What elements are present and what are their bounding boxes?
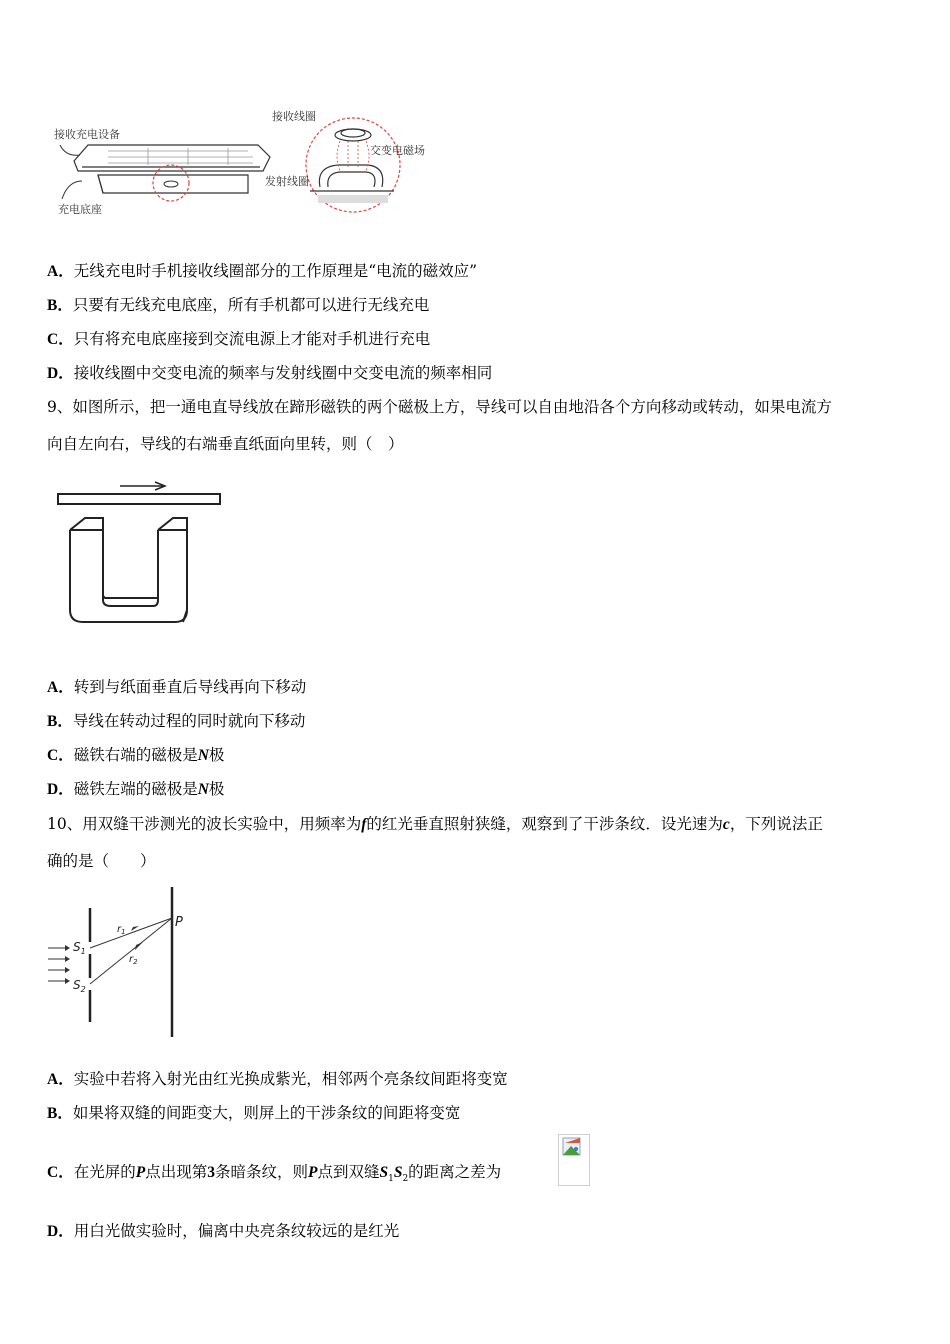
- option-text: 实验中若将入射光由红光换成紫光，相邻两个亮条纹间距将变宽: [73, 1070, 508, 1088]
- q10-option-d[interactable]: [47, 1221, 399, 1242]
- option-letter: A．: [47, 679, 74, 696]
- r1-label: $r_1$: [117, 924, 126, 936]
- point-p-label: P: [175, 915, 183, 930]
- option-text: 转到与纸面垂直后导线再向下移动: [73, 678, 307, 696]
- q9-stem-line2: 向自左向右，导线的右端垂直纸面向里转，则（ ）: [47, 435, 404, 453]
- q10-stem-line1: [47, 814, 823, 835]
- q8-option-c[interactable]: [47, 329, 430, 350]
- option-letter: A．: [47, 1071, 74, 1088]
- option-text: 的距离之差为: [408, 1163, 502, 1181]
- option-letter: D．: [47, 781, 74, 798]
- q10-stem-line2: 确的是（ ）: [47, 852, 156, 870]
- option-letter: D．: [47, 1223, 74, 1240]
- option-text: 只要有无线充电底座，所有手机都可以进行无线充电: [72, 296, 430, 314]
- option-tail: 极: [208, 746, 225, 764]
- q9-option-a[interactable]: [47, 677, 306, 698]
- label-receiving-coil: 接收线圈: [272, 110, 316, 123]
- frequency-symbol: f: [361, 816, 367, 833]
- q10-option-a[interactable]: [47, 1069, 508, 1090]
- r2-label: $r_2$: [129, 954, 138, 966]
- option-text: 在光屏的: [73, 1163, 136, 1181]
- point-symbol: P: [307, 1164, 318, 1181]
- option-text: 用白光做实验时，偏离中央亮条纹较远的是红光: [73, 1222, 400, 1240]
- slit-symbol: S: [393, 1164, 403, 1181]
- pole-symbol: N: [197, 781, 209, 798]
- label-receiver-device: 接收充电设备: [54, 128, 120, 141]
- option-text: 磁铁左端的磁极是: [73, 780, 198, 798]
- option-text: 磁铁右端的磁极是: [73, 746, 198, 764]
- broken-image-icon: [558, 1134, 590, 1186]
- q8-option-b[interactable]: [47, 295, 429, 316]
- light-speed-symbol: c: [722, 816, 730, 833]
- option-tail: 极: [208, 780, 225, 798]
- q9-option-d[interactable]: [47, 779, 224, 800]
- horseshoe-magnet-figure: [55, 478, 230, 628]
- q10-option-b[interactable]: [47, 1103, 460, 1124]
- slit-subscript: 2: [402, 1174, 409, 1185]
- double-slit-figure: [45, 884, 195, 1040]
- slit-symbol: S: [379, 1164, 389, 1181]
- label-charging-base: 充电底座: [58, 203, 102, 216]
- q9-option-b[interactable]: [47, 711, 305, 732]
- option-letter: B．: [47, 1105, 73, 1122]
- option-text: 点出现第: [145, 1163, 208, 1181]
- s1-label: $S_1$: [73, 940, 86, 956]
- slit-subscript: 1: [388, 1174, 394, 1185]
- option-letter: C．: [47, 331, 74, 348]
- s2-label: $S_2$: [73, 978, 86, 994]
- option-text: 无线充电时手机接收线圈部分的工作原理是“电流的磁效应”: [73, 262, 478, 280]
- option-letter: B．: [47, 297, 73, 314]
- option-letter: A．: [47, 263, 74, 280]
- option-letter: C．: [47, 1164, 74, 1181]
- q8-option-a[interactable]: [47, 261, 477, 282]
- q10-option-c[interactable]: [47, 1162, 501, 1189]
- option-text: 条暗条纹，则: [214, 1163, 308, 1181]
- stem-text: 的红光垂直照射狭缝，观察到了干涉条纹．设光速为: [366, 815, 723, 833]
- q9-stem-line1: 9、如图所示，把一通电直导线放在蹄形磁铁的两个磁极上方，导线可以自由地沿各个方向移动或转动，如果电流方: [47, 398, 832, 416]
- label-transmit-coil: 发射线圈: [265, 175, 309, 188]
- option-text: 接收线圈中交变电流的频率与发射线圈中交变电流的频率相同: [73, 364, 493, 382]
- wireless-charging-figure: [48, 105, 428, 220]
- q9-option-c[interactable]: [47, 745, 224, 766]
- pole-symbol: N: [197, 747, 209, 764]
- point-symbol: P: [135, 1164, 146, 1181]
- option-letter: B．: [47, 713, 73, 730]
- option-text: 点到双缝: [317, 1163, 380, 1181]
- option-letter: C．: [47, 747, 74, 764]
- option-text: 导线在转动过程的同时就向下移动: [72, 712, 306, 730]
- stem-text: 10、用双缝干涉测光的波长实验中，用频率为: [47, 815, 362, 833]
- stem-text: ，下列说法正: [729, 815, 823, 833]
- option-letter: D．: [47, 365, 74, 382]
- q8-option-d[interactable]: [47, 363, 492, 384]
- fringe-number: 3: [207, 1164, 215, 1181]
- option-text: 只有将充电底座接到交流电源上才能对手机进行充电: [73, 330, 431, 348]
- option-text: 如果将双缝的间距变大，则屏上的干涉条纹的间距将变宽: [72, 1104, 461, 1122]
- label-ac-field: 交变电磁场: [370, 144, 425, 157]
